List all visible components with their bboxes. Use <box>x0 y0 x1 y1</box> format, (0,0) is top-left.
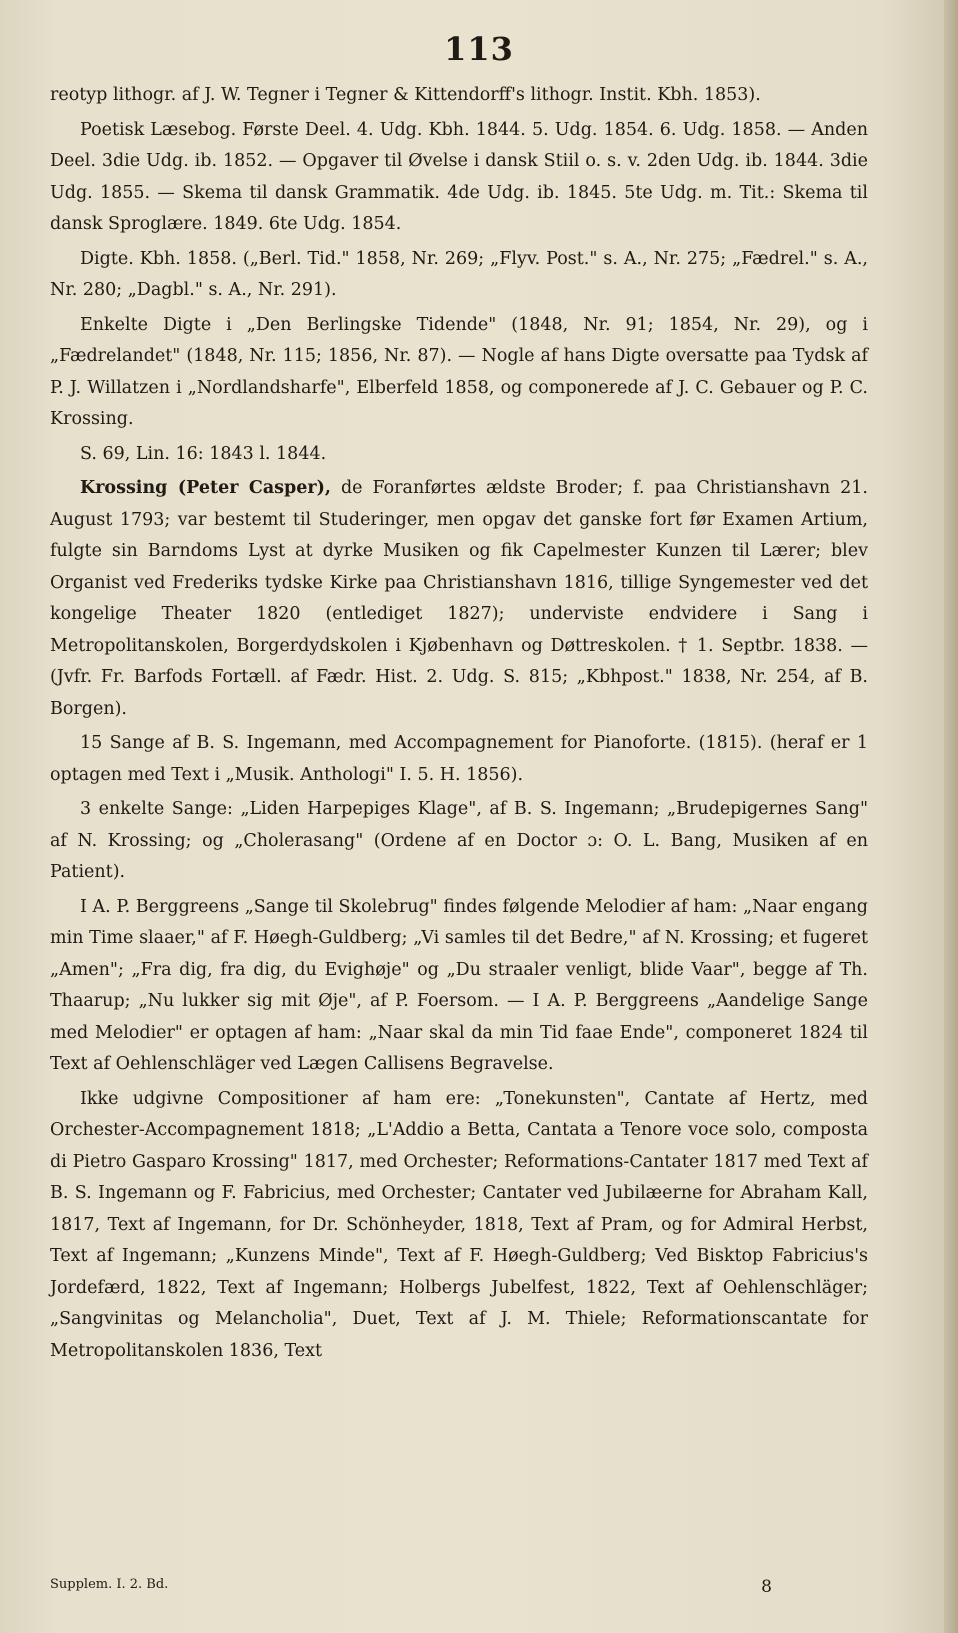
paragraph-8: I A. P. Berggreens „Sange til Skolebrug" findes følgende Melodier af ham: „Naar engang min Time slaaer," af F. Høegh-Guldberg; „Vi samles til det Bedre," af N. Krossing; et fugeret „Amen"; „Fra dig, fra dig, du Evighøje" og „Du straaler venligt, blide Vaar", begge af Th. Thaarup; „Nu lukker sig mit Øje", af P. Foersom. — I A. P. Berggreens „Aandelige Sange med Melodier" er optagen af ham: „Naar skal da min Tid faae Ende", componeret 1824 til Text af Oehlenschläger ved Lægen Callisens Begravelse. <box>50 896 868 1074</box>
page-footer <box>50 1577 868 1597</box>
entry-heading: Krossing (Peter Casper), <box>80 478 331 498</box>
entry-krossing <box>50 473 868 725</box>
footer-volume: Supplem. I. 2. Bd. <box>50 1577 169 1592</box>
paragraph-7: 3 enkelte Sange: „Liden Harpepiges Klage", af B. S. Ingemann; „Brudepigernes Sang" af N. Krossing; og „Cholerasang" (Ordene af en Doctor ɔ: O. L. Bang, Musiken af en Patient). <box>50 799 868 882</box>
paragraph-2: Poetisk Læsebog. Første Deel. 4. Udg. Kbh. 1844. 5. Udg. 1854. 6. Udg. 1858. — Anden Deel. 3die Udg. ib. 1852. — Opgaver til Øvelse i dansk Stiil o. s. v. 2den Udg. ib. 1844. 3die Udg. 1855. — Skema til dansk Grammatik. 4de Udg. ib. 1845. 5te Udg. m. Tit.: Skema til dansk Sproglære. 1849. 6te Udg. 1854. <box>50 119 868 234</box>
page-edge <box>944 0 958 1633</box>
paragraph-6: 15 Sange af B. S. Ingemann, med Accompagnement for Pianoforte. (1815). (heraf er 1 optagen med Text i „Musik. Anthologi" I. 5. H. 1856). <box>50 733 868 785</box>
paragraph-3: Digte. Kbh. 1858. („Berl. Tid." 1858, Nr. 269; „Flyv. Post." s. A., Nr. 275; „Fædrel." s. A., Nr. 280; „Dagbl." s. A., Nr. 291). <box>50 248 868 300</box>
paragraph-1: reotyp lithogr. af J. W. Tegner i Tegner & Kittendorff's lithogr. Instit. Kbh. 1853). <box>50 85 761 105</box>
entry-body: de Foranførtes ældste Broder; f. paa Christianshavn 21. August 1793; var bestemt til Studeringer, men opgav det ganske fort før Examen Artium, fulgte sin Barndoms Lyst at dyrke Musiken og fik Capelmester Kunzen til Lærer; blev Organist ved Frederiks tydske Kirke paa Christianshavn 1816, tillige Syngemester ved det kongelige Theater 1820 (entlediget 1827); underviste endvidere i Sang i Metropolitanskolen, Borgerdydskolen i Kjøbenhavn og Døttreskolen. † 1. Septbr. 1838. — (Jvfr. Fr. Barfods Fortæll. af Fædr. Hist. 2. Udg. S. 815; „Kbhpost." 1838, Nr. 254, af B. Borgen). <box>50 478 868 719</box>
paragraph-9: Ikke udgivne Compositioner af ham ere: „Tonekunsten", Cantate af Hertz, med Orchester-Accompagnement 1818; „L'Addio a Betta, Cantata a Tenore voce solo, composta di Pietro Gasparo Krossing" 1817, med Orchester; Reformations-Cantater 1817 med Text af B. S. Ingemann og F. Fabricius, med Orchester; Cantater ved Jubilæerne for Abraham Kall, 1817, Text af Ingemann, for Dr. Schönheyder, 1818, Text af Pram, og for Admiral Herbst, Text af Ingemann; „Kunzens Minde", Text af F. Høegh-Guldberg; Ved Bisktop Fabricius's Jordefærd, 1822, Text af Ingemann; Holbergs Jubelfest, 1822, Text af Oehlenschläger; „Sangvinitas og Melancholia", Duet, Text af J. M. Thiele; Reformationscantate for Metropolitanskolen 1836, Text <box>50 1088 868 1361</box>
paragraph-5: S. 69, Lin. 16: 1843 l. 1844. <box>80 443 327 464</box>
signature-mark: 8 <box>761 1577 772 1597</box>
text-body <box>50 80 868 1370</box>
paragraph-4: Enkelte Digte i „Den Berlingske Tidende" (1848, Nr. 91; 1854, Nr. 29), og i „Fædrelandet" (1848, Nr. 115; 1856, Nr. 87). — Nogle af hans Digte oversatte paa Tydsk af P. J. Willatzen i „Nordlandsharfe", Elberfeld 1858, og componerede af J. C. Gebauer og P. C. Krossing. <box>50 314 868 429</box>
page-number: 113 <box>444 30 514 68</box>
